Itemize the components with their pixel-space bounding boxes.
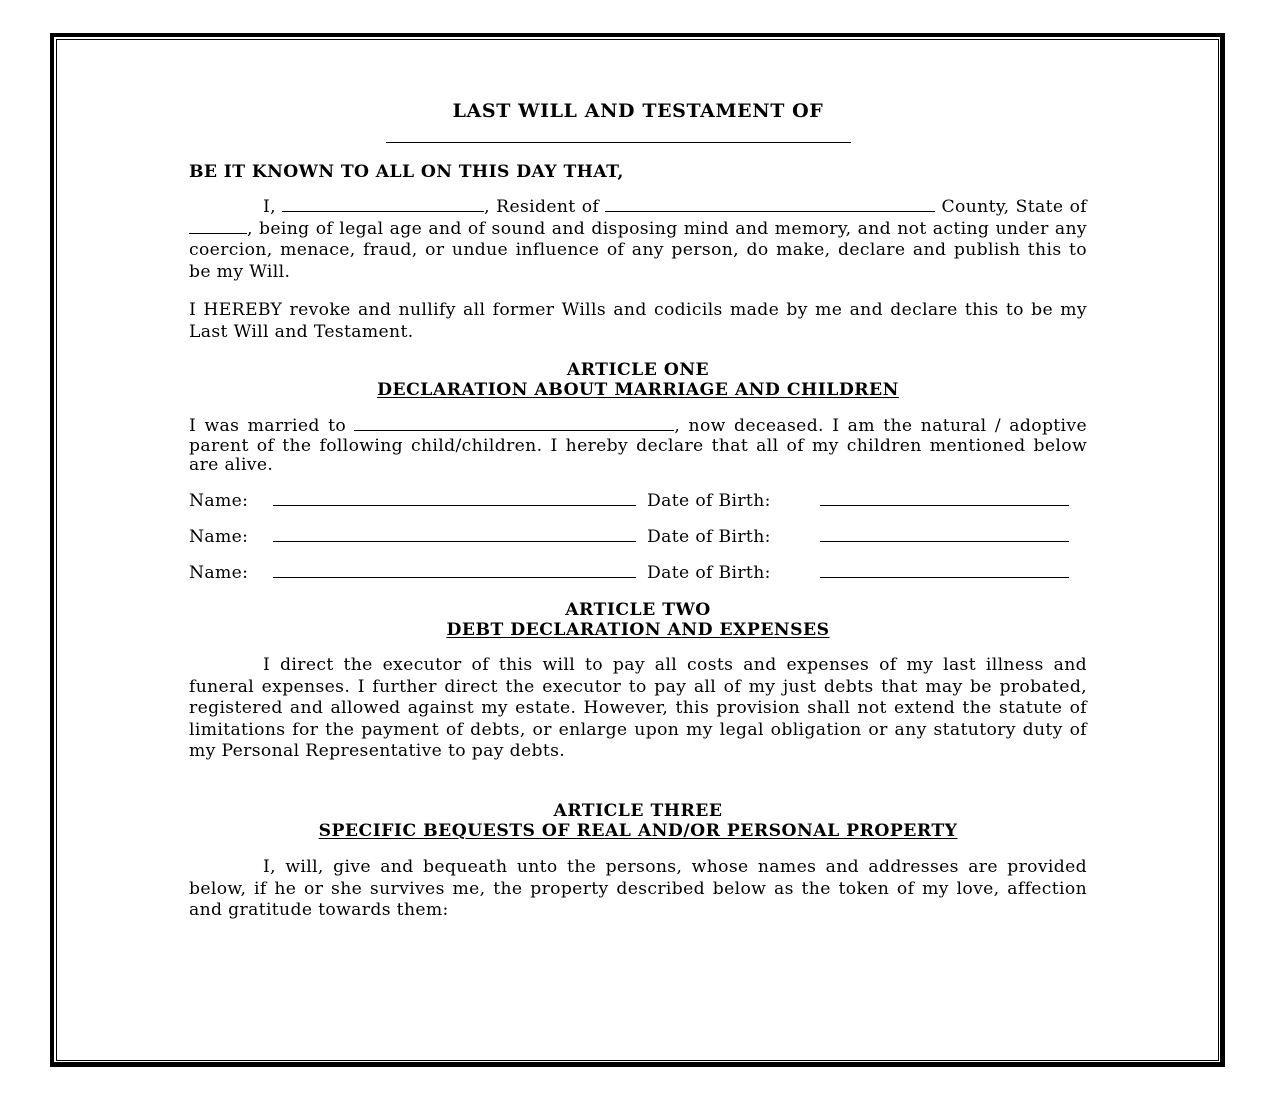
debt-body: I direct the executor of this will to pay all costs and expenses of my last illness and funeral expenses. I further direct the executor to pay all of my just debts that may be probated, registered and allowed against my estate. However, this provision shall not extend the statute of limitations for the payment of debts, or enlarge upon my legal obligation or any statutory duty of my Personal Representative to pay debts.	[189, 655, 1087, 762]
child-dob-blank[interactable]	[820, 505, 1069, 506]
state-of-label: State of	[1015, 197, 1087, 217]
child-name-blank[interactable]	[273, 541, 636, 542]
bequest-paragraph	[189, 857, 1087, 922]
state-blank[interactable]	[189, 219, 247, 234]
child-name-blank[interactable]	[273, 577, 636, 578]
child-dob-blank[interactable]	[820, 577, 1069, 578]
bequest-body: I, will, give and bequeath unto the persons, whose names and addresses are provided below, if he or she survives me, the property described below as the token of my love, affection and gratitude towards them:	[189, 857, 1087, 921]
revoke-paragraph: I HEREBY revoke and nullify all former Wills and codicils made by me and declare this to be my Last Will and Testament.	[189, 300, 1087, 342]
article-one-heading	[189, 361, 1087, 400]
spouse-name-blank[interactable]	[354, 416, 674, 431]
county-label: County,	[941, 197, 1010, 217]
child-dob-blank[interactable]	[820, 541, 1069, 542]
name-blank[interactable]	[282, 197, 484, 212]
married-to-label: I was married to	[189, 416, 347, 436]
article-two-heading	[189, 601, 1087, 640]
document-title: LAST WILL AND TESTAMENT OF	[452, 100, 824, 122]
testator-name-blank[interactable]	[386, 142, 851, 143]
intro-i-label: I,	[263, 197, 276, 217]
be-it-known-heading: BE IT KNOWN TO ALL ON THIS DAY THAT,	[189, 162, 624, 182]
child-dob-label: Date of Birth:	[647, 491, 771, 511]
article-three-number: ARTICLE THREE	[553, 801, 723, 821]
child-name-label: Name:	[189, 527, 249, 547]
child-name-blank[interactable]	[273, 505, 636, 506]
county-blank[interactable]	[605, 197, 935, 212]
child-dob-label: Date of Birth:	[647, 563, 771, 583]
intro-rest: , being of legal age and of sound and disposing mind and memory, and not acting under any coercion, menace, fraud, or undue influence of any person, do make, declare and publish this to be my Will.	[189, 218, 1087, 282]
marriage-paragraph	[189, 416, 1087, 476]
article-three-title: SPECIFIC BEQUESTS OF REAL AND/OR PERSONAL PROPERTY	[318, 820, 958, 841]
article-one-number: ARTICLE ONE	[566, 360, 710, 380]
article-two-title: DEBT DECLARATION AND EXPENSES	[446, 619, 830, 640]
marriage-rest: , now deceased. I am the natural / adoptive parent of the following child/children. I hereby declare that all of my children mentioned below are alive.	[189, 416, 1087, 475]
article-three-heading	[189, 802, 1087, 841]
article-one-title: DECLARATION ABOUT MARRIAGE AND CHILDREN	[377, 379, 899, 400]
resident-of-label: , Resident of	[484, 197, 600, 217]
child-dob-label: Date of Birth:	[647, 527, 771, 547]
debt-paragraph	[189, 655, 1087, 763]
intro-paragraph	[189, 197, 1087, 283]
child-name-label: Name:	[189, 491, 249, 511]
child-name-label: Name:	[189, 563, 249, 583]
article-two-number: ARTICLE TWO	[565, 600, 711, 620]
